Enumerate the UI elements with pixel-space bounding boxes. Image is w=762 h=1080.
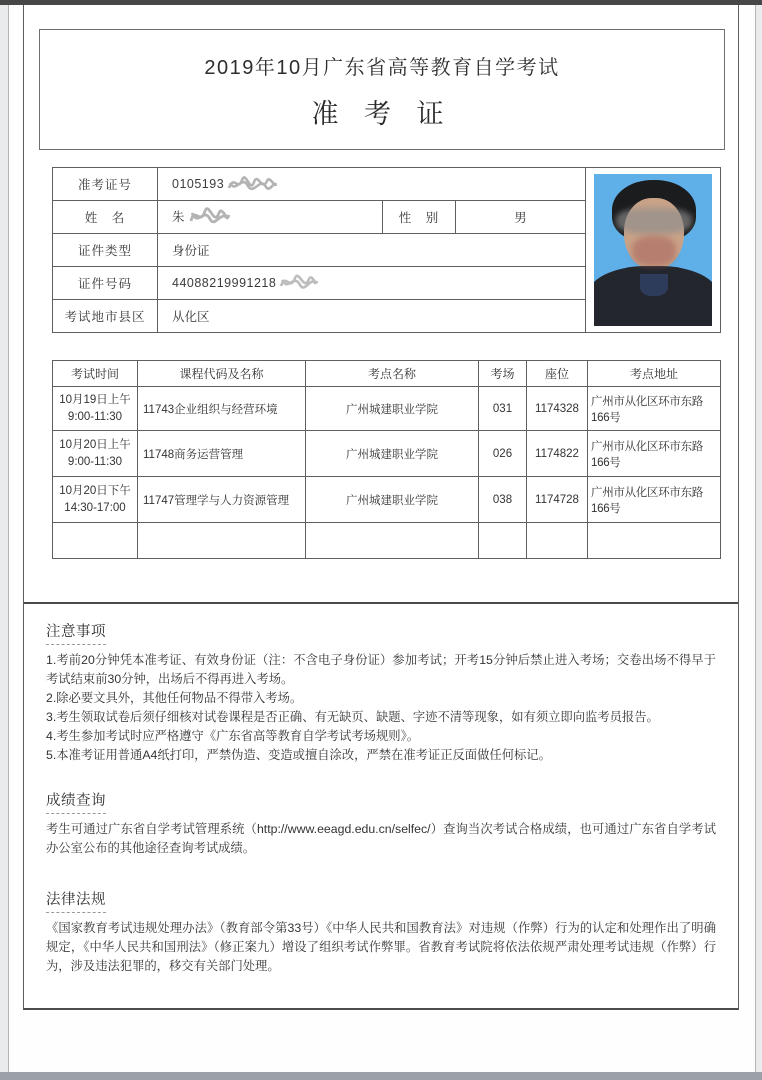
photo-collar <box>640 274 668 296</box>
course-name: 11747管理学与人力资源管理 <box>138 477 306 523</box>
exam-site: 广州城建职业学院 <box>306 477 479 523</box>
schedule-row <box>53 387 721 431</box>
face-redaction-blur <box>616 208 692 234</box>
title-box <box>39 29 725 150</box>
attention-item: 5.本准考证用普通A4纸打印，严禁伪造、变造或擅自涂改，严禁在准考证正反面做任何标记。 <box>46 748 551 763</box>
exam-seat: 1174728 <box>527 477 588 523</box>
exam-time: 10月20日上午 9:00-11:30 <box>53 431 138 477</box>
attention-item: 1.考前20分钟凭本准考证、有效身份证（注：不含电子身份证）参加考试；开考15分钟后禁止进入考场；交卷出场不得早于考试结束前30分钟，出场后不得再进入考场。 <box>46 653 716 687</box>
schedule-row <box>53 431 721 477</box>
schedule-empty-row <box>53 523 721 559</box>
col-header-site: 考点名称 <box>306 361 479 387</box>
exam-room: 038 <box>479 477 527 523</box>
ticket-no-value: 0105193 <box>158 168 586 201</box>
id-no-value: 44088219991218 <box>158 267 586 300</box>
exam-seat: 1174328 <box>527 387 588 431</box>
col-header-address: 考点地址 <box>588 361 721 387</box>
name-value: 朱 <box>158 201 383 234</box>
gender-value: 男 <box>456 201 586 234</box>
candidate-info-table <box>52 167 721 333</box>
exam-city-label: 考试地市县区 <box>53 300 158 333</box>
id-type-value: 身份证 <box>158 234 586 267</box>
exam-city-value: 从化区 <box>158 300 586 333</box>
laws-text: 《国家教育考试违规处理办法》（教育部令第33号）《中华人民共和国教育法》对违规（作弊）行为的认定和处理作出了明确规定，《中华人民共和国刑法》（修正案九）增设了组织考试作弊罪。省教育考试院将依法依规严肃处理考试违规（作弊）行为，涉及违法犯罪的，移交有关部门处理。 <box>46 921 716 974</box>
table-row <box>53 168 721 201</box>
score-query-heading: 成绩查询 <box>46 789 106 814</box>
candidate-photo <box>594 174 712 326</box>
exam-seat: 1174822 <box>527 431 588 477</box>
name-label: 姓 名 <box>53 201 158 234</box>
col-header-time: 考试时间 <box>53 361 138 387</box>
id-no-label: 证件号码 <box>53 267 158 300</box>
course-name: 11748商务运营管理 <box>138 431 306 477</box>
exam-room: 026 <box>479 431 527 477</box>
col-header-seat: 座位 <box>527 361 588 387</box>
attention-list <box>46 651 716 765</box>
exam-address: 广州市从化区环市东路166号 <box>588 387 721 431</box>
exam-address: 广州市从化区环市东路166号 <box>588 477 721 523</box>
gender-label: 性 别 <box>383 201 456 234</box>
viewer-bottom-edge <box>0 1072 762 1080</box>
mouth-redaction-blur <box>632 236 676 266</box>
schedule-row <box>53 477 721 523</box>
ticket-no-label: 准考证号 <box>53 168 158 201</box>
score-query-text: 考生可通过广东省自学考试管理系统（http://www.eeagd.edu.cn/selfec/）查询当次考试合格成绩，也可通过广东省自学考试办公室公布的其他途径查询考试成绩。 <box>46 822 716 856</box>
col-header-room: 考场 <box>479 361 527 387</box>
course-name: 11743企业组织与经营环境 <box>138 387 306 431</box>
schedule-header-row <box>53 361 721 387</box>
laws-heading: 法律法规 <box>46 888 106 913</box>
id-type-label: 证件类型 <box>53 234 158 267</box>
redaction-scribble-icon <box>187 203 231 232</box>
admission-ticket-page <box>8 5 756 1072</box>
exam-time: 10月19日上午 9:00-11:30 <box>53 387 138 431</box>
photo-cell <box>586 168 721 333</box>
exam-address: 广州市从化区环市东路166号 <box>588 431 721 477</box>
redaction-scribble-icon <box>278 270 318 297</box>
exam-site: 广州城建职业学院 <box>306 431 479 477</box>
attention-item: 2.除必要文具外，其他任何物品不得带入考场。 <box>46 691 303 706</box>
col-header-course: 课程代码及名称 <box>138 361 306 387</box>
exam-site: 广州城建职业学院 <box>306 387 479 431</box>
attention-item: 3.考生领取试卷后须仔细核对试卷课程是否正确、有无缺页、缺题、字迹不清等现象，如有须立即向监考员报告。 <box>46 710 659 725</box>
ticket-outer-border <box>23 5 739 1010</box>
exam-title: 2019年10月广东省高等教育自学考试 <box>204 57 560 79</box>
exam-time: 10月20日下午 14:30-17:00 <box>53 477 138 523</box>
attention-heading: 注意事项 <box>46 620 106 645</box>
exam-room: 031 <box>479 387 527 431</box>
ticket-title: 准 考 证 <box>311 99 453 129</box>
ticket-section <box>24 5 738 604</box>
attention-item: 4.考生参加考试时应严格遵守《广东省高等教育自学考试考场规则》。 <box>46 729 420 744</box>
redaction-scribble-icon <box>226 172 278 197</box>
notices-section <box>24 604 738 977</box>
exam-schedule-table <box>52 360 721 559</box>
